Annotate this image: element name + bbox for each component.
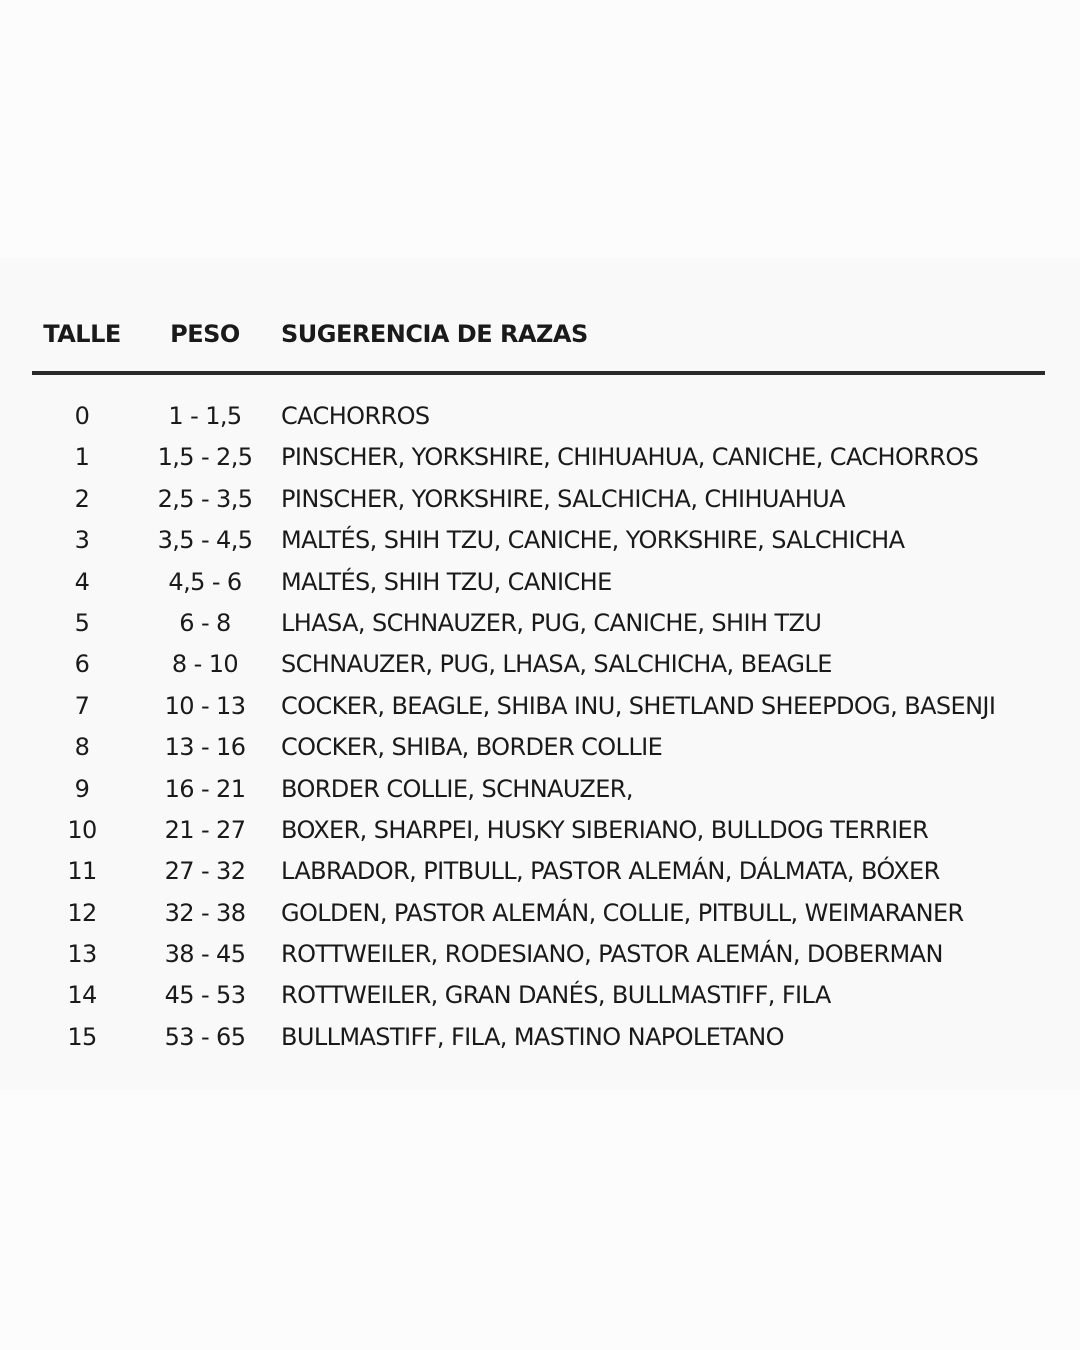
table-row: [0, 1019, 1080, 1060]
row-peso: 45 - 53: [164, 981, 246, 1010]
row-razas: CACHORROS: [281, 402, 430, 430]
row-peso: 4,5 - 6: [168, 567, 242, 596]
row-peso: 16 - 21: [164, 774, 246, 803]
header-razas: SUGERENCIA DE RAZAS: [281, 320, 588, 348]
header-divider: [32, 371, 1045, 375]
table-row: [0, 729, 1080, 770]
row-razas: GOLDEN, PASTOR ALEMÁN, COLLIE, PITBULL, WEIMARANER: [281, 898, 964, 927]
row-talle: 6: [74, 650, 90, 679]
row-razas: BOXER, SHARPEI, HUSKY SIBERIANO, BULLDOG TERRIER: [281, 815, 929, 844]
row-talle: 7: [74, 691, 90, 720]
row-peso: 2,5 - 3,5: [157, 484, 253, 513]
row-razas: MALTÉS, SHIH TZU, CANICHE: [281, 567, 612, 596]
table-row: [0, 439, 1080, 480]
row-peso: 38 - 45: [164, 940, 246, 969]
row-razas: LHASA, SCHNAUZER, PUG, CANICHE, SHIH TZU: [281, 608, 822, 637]
row-peso: 1,5 - 2,5: [157, 443, 253, 472]
row-talle: 3: [74, 526, 90, 555]
row-razas: COCKER, SHIBA, BORDER COLLIE: [281, 733, 663, 762]
row-peso: 3,5 - 4,5: [157, 526, 253, 555]
row-razas: PINSCHER, YORKSHIRE, SALCHICHA, CHIHUAHUA: [281, 484, 845, 513]
table-row: [0, 977, 1080, 1018]
row-talle: 13: [67, 940, 97, 969]
table-row: [0, 605, 1080, 646]
row-talle: 12: [67, 898, 97, 927]
table-header: [0, 320, 1080, 350]
row-peso: 21 - 27: [164, 815, 246, 844]
row-razas: SCHNAUZER, PUG, LHASA, SALCHICHA, BEAGLE: [281, 650, 832, 679]
row-peso: 8 - 10: [171, 650, 239, 679]
row-razas: LABRADOR, PITBULL, PASTOR ALEMÁN, DÁLMATA, BÓXER: [281, 857, 940, 886]
table-row: [0, 564, 1080, 605]
table-row: [0, 688, 1080, 729]
row-razas: BULLMASTIFF, FILA, MASTINO NAPOLETANO: [281, 1022, 784, 1051]
table-row: [0, 853, 1080, 894]
row-talle: 2: [74, 484, 90, 513]
row-talle: 4: [74, 567, 90, 596]
row-razas: BORDER COLLIE, SCHNAUZER,: [281, 774, 633, 803]
size-chart-card: [0, 258, 1080, 1090]
row-talle: 11: [67, 857, 97, 886]
row-talle: 1: [74, 443, 90, 472]
row-razas: ROTTWEILER, GRAN DANÉS, BULLMASTIFF, FILA: [281, 981, 831, 1010]
table-row: [0, 936, 1080, 977]
row-talle: 10: [67, 815, 97, 844]
row-peso: 27 - 32: [164, 857, 246, 886]
row-razas: PINSCHER, YORKSHIRE, CHIHUAHUA, CANICHE, CACHORROS: [281, 443, 979, 472]
table-row: [0, 895, 1080, 936]
table-body: [0, 398, 1080, 1060]
row-peso: 32 - 38: [164, 898, 246, 927]
row-peso: 53 - 65: [164, 1022, 246, 1051]
row-talle: 8: [74, 733, 90, 762]
row-talle: 9: [74, 774, 90, 803]
table-row: [0, 646, 1080, 687]
row-peso: 1 - 1,5: [168, 402, 242, 430]
table-row: [0, 771, 1080, 812]
row-talle: 5: [74, 608, 90, 637]
row-talle: 14: [67, 981, 97, 1010]
row-razas: ROTTWEILER, RODESIANO, PASTOR ALEMÁN, DOBERMAN: [281, 940, 943, 969]
table-row: [0, 812, 1080, 853]
row-talle: 15: [67, 1022, 97, 1051]
table-row: [0, 481, 1080, 522]
table-row: [0, 522, 1080, 563]
row-peso: 6 - 8: [179, 608, 231, 637]
row-talle: 0: [74, 402, 90, 430]
header-talle: TALLE: [43, 320, 121, 348]
row-peso: 13 - 16: [164, 733, 246, 762]
row-peso: 10 - 13: [164, 691, 246, 720]
row-razas: MALTÉS, SHIH TZU, CANICHE, YORKSHIRE, SALCHICHA: [281, 526, 905, 555]
table-row: [0, 398, 1080, 439]
row-razas: COCKER, BEAGLE, SHIBA INU, SHETLAND SHEEPDOG, BASENJI: [281, 691, 996, 720]
header-peso: PESO: [170, 320, 240, 348]
